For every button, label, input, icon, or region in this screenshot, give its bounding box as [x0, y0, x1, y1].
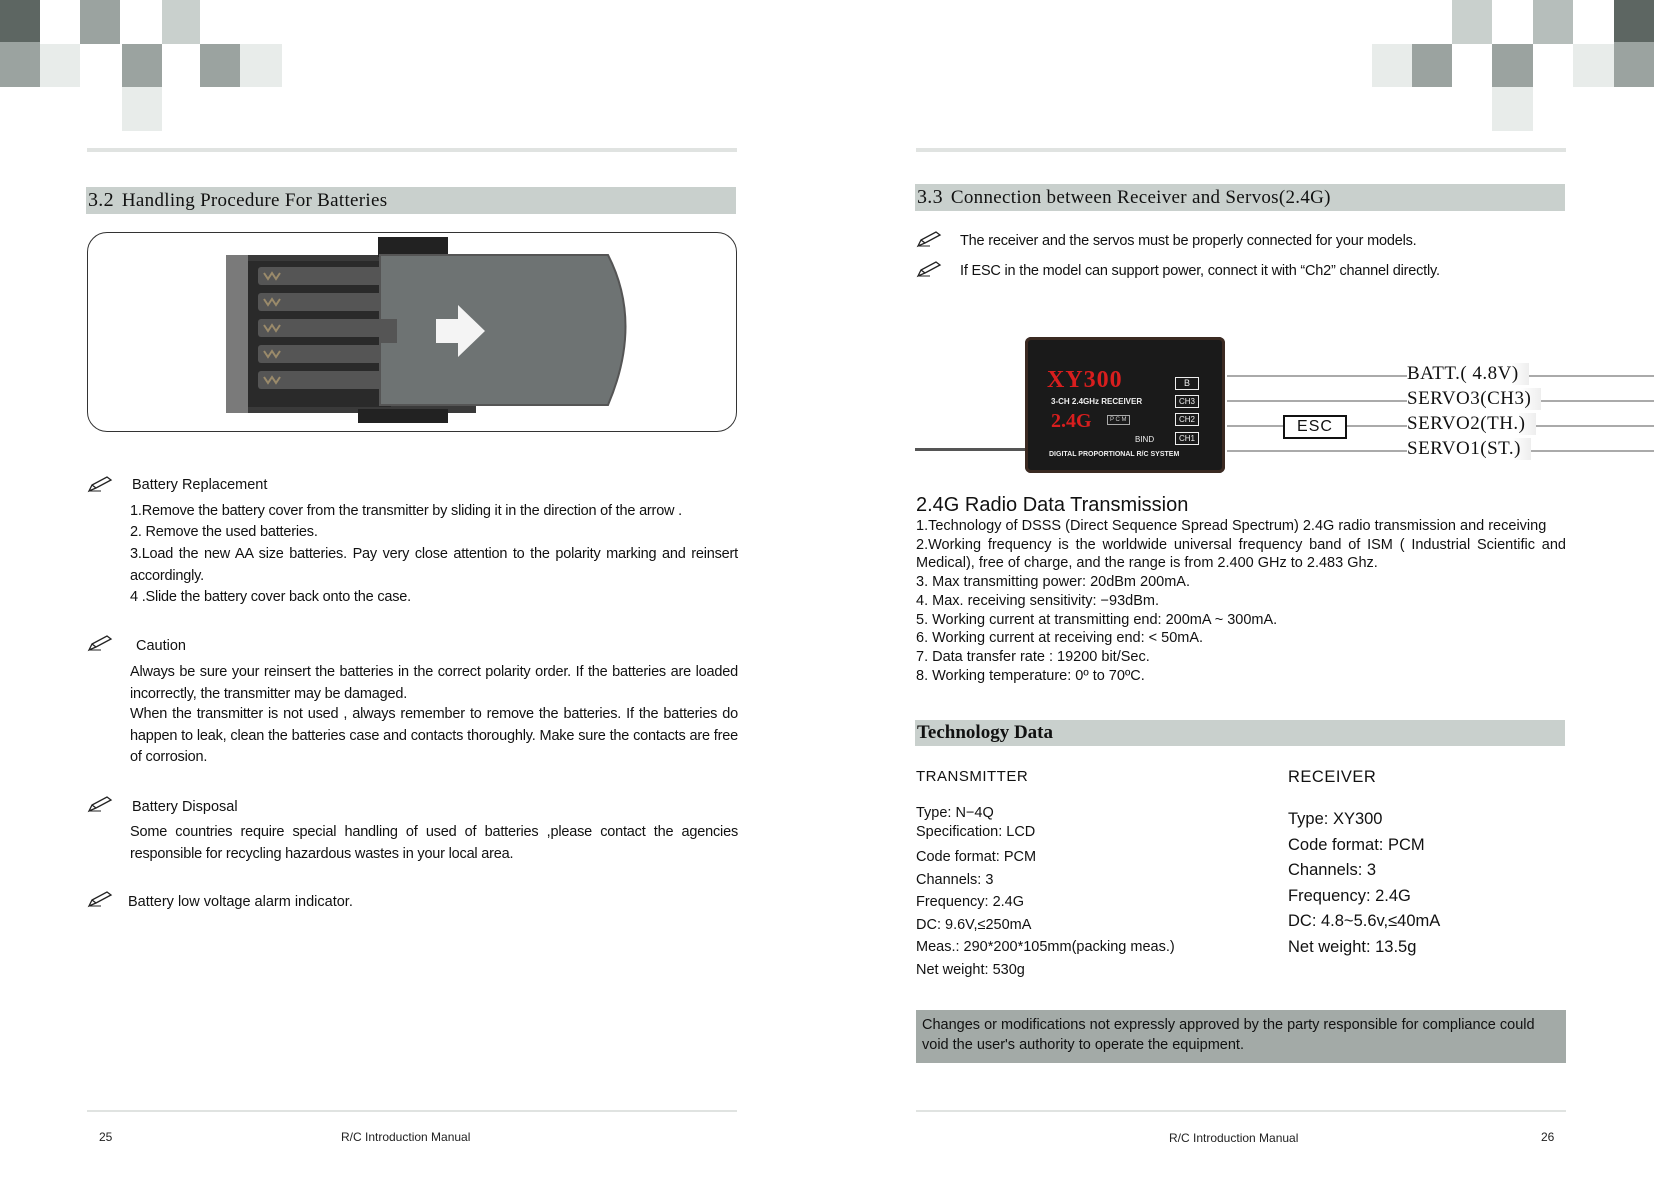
section-number: 3.3 — [917, 186, 943, 208]
receiver-bind: BIND — [1135, 435, 1155, 444]
battery-replacement-step-1: 1.Remove the battery cover from the transmitter by sliding it in the direction of the arrow . — [130, 503, 682, 519]
caution-text-1: Always be sure your reinsert the batteries in the correct polarity order. If the batteries are loaded incorrectly, the transmitter may be damaged. — [130, 664, 738, 702]
pencil-icon — [87, 890, 113, 908]
pencil-icon — [916, 230, 942, 248]
receiver-spec: Code format: PCM — [1288, 835, 1425, 854]
receiver-spec: Frequency: 2.4G — [1288, 886, 1411, 905]
section-title-batteries — [86, 187, 736, 214]
radio-line-3: 3. Max transmitting power: 20dBm 200mA. — [916, 574, 1191, 591]
receiver-bottom-text: DIGITAL PROPORTIONAL R/C SYSTEM — [1049, 451, 1180, 458]
footer-rule-left — [87, 1110, 737, 1112]
transmitter-spec: Frequency: 2.4G — [916, 894, 1024, 910]
label-batt: BATT.( 4.8V) — [1407, 363, 1529, 385]
transmitter-specs — [916, 804, 1175, 981]
battery-replacement-step-4: 4 .Slide the battery cover back onto the case. — [130, 589, 411, 605]
receiver-band: 2.4G — [1051, 410, 1092, 432]
transmitter-spec: Type: N−4Q — [916, 805, 994, 821]
radio-line-6: 6. Working current at receiving end: < 50mA. — [916, 630, 1204, 647]
esc-box: ESC — [1283, 415, 1347, 439]
transmitter-spec: Net weight: 530g — [916, 961, 1025, 978]
transmitter-spec: Code format: PCM — [916, 849, 1037, 865]
manual-title-right: R/C Introduction Manual — [1169, 1131, 1299, 1145]
label-servo2: SERVO2(TH.) — [1407, 413, 1536, 435]
transmitter-spec: DC: 9.6V,≤250mA — [916, 916, 1032, 933]
page-number-left: 25 — [99, 1130, 113, 1144]
tech-title: Technology Data — [915, 720, 1565, 746]
connection-note-1: The receiver and the servos must be properly connected for your models. — [960, 233, 1417, 249]
receiver-subtitle: 3-CH 2.4GHz RECEIVER — [1051, 397, 1143, 406]
connection-note-2: If ESC in the model can support power, connect it with “Ch2” channel directly. — [960, 263, 1440, 279]
port-ch1: CH1 — [1175, 432, 1199, 445]
compliance-notice: Changes or modifications not expressly approved by the party responsible for compliance could void the user's authority to operate the equipment. — [916, 1010, 1566, 1063]
port-b: B — [1175, 377, 1199, 390]
page-number-right: 26 — [1541, 1130, 1555, 1144]
transmitter-spec: Meas.: 290*200*105mm(packing meas.) — [916, 939, 1175, 955]
battery-replacement-step-2: 2. Remove the used batteries. — [130, 524, 318, 540]
battery-compartment-image — [87, 232, 737, 432]
port-ch3: CH3 — [1175, 395, 1199, 408]
transmitter-spec: Specification: LCD — [916, 824, 1036, 840]
receiver-box — [1025, 337, 1225, 473]
battery-disposal-text: Some countries require special handling of used of batteries ,please contact the agencies responsible for recycling hazardous wastes in your local area. — [130, 824, 738, 862]
battery-photo-graphic — [88, 233, 738, 433]
transmitter-spec: Channels: 3 — [916, 871, 994, 888]
radio-line-4: 4. Max. receiving sensitivity: −93dBm. — [916, 592, 1159, 609]
receiver-spec: Type: XY300 — [1288, 810, 1383, 828]
section-title-connection — [915, 184, 1565, 211]
pencil-icon — [87, 634, 113, 652]
port-ch2: CH2 — [1175, 413, 1199, 426]
caution-text-2: When the transmitter is not used , always remember to remove the batteries. If the batteries do happen to leak, clean the batteries case and contacts thoroughly. Make sure the contacts are free of corrosion. — [130, 706, 738, 765]
label-servo1: SERVO1(ST.) — [1407, 438, 1531, 460]
top-rule-right — [916, 148, 1566, 152]
manual-title-left: R/C Introduction Manual — [341, 1130, 471, 1144]
battery-disposal-heading: Battery Disposal — [132, 799, 238, 815]
label-servo3: SERVO3(CH3) — [1407, 388, 1541, 410]
section-title-text: Handling Procedure For Batteries — [121, 190, 388, 211]
battery-replacement-heading: Battery Replacement — [132, 477, 268, 493]
receiver-spec: DC: 4.8~5.6v,≤40mA — [1288, 912, 1441, 930]
section-number: 3.2 — [88, 189, 114, 211]
receiver-spec: Channels: 3 — [1288, 861, 1377, 879]
transmitter-heading: TRANSMITTER — [916, 768, 1029, 785]
top-rule-left — [87, 148, 737, 152]
caution-heading: Caution — [136, 638, 186, 654]
low-voltage-alarm-heading: Battery low voltage alarm indicator. — [128, 894, 353, 910]
radio-list — [916, 517, 1566, 685]
pencil-icon — [916, 260, 942, 278]
radio-line-2: 2.Working frequency is the worldwide universal frequency band of ISM ( Industrial Scientific and Medical), free of charge, and the range is from 2.400 GHz to 2.483 Ghz. — [916, 536, 1566, 572]
radio-line-8: 8. Working temperature: 0º to 70ºC. — [916, 667, 1145, 684]
receiver-heading: RECEIVER — [1288, 768, 1377, 786]
pencil-icon — [87, 475, 113, 493]
radio-line-7: 7. Data transfer rate : 19200 bit/Sec. — [916, 648, 1150, 665]
antenna-wire — [915, 448, 1027, 451]
radio-line-1: 1.Technology of DSSS (Direct Sequence Spread Spectrum) 2.4G radio transmission and receiving — [916, 518, 1547, 534]
receiver-pcm: P C M — [1107, 415, 1130, 425]
section-title-text: Connection between Receiver and Servos(2.4G) — [950, 187, 1331, 208]
radio-title: 2.4G Radio Data Transmission — [916, 494, 1189, 516]
radio-line-5: 5. Working current at transmitting end: 200mA ~ 300mA. — [916, 611, 1278, 628]
receiver-diagram — [915, 335, 1555, 475]
receiver-spec: Net weight: 13.5g — [1288, 937, 1417, 956]
footer-rule-right — [916, 1110, 1566, 1112]
battery-replacement-step-3: 3.Load the new AA size batteries. Pay very close attention to the polarity marking and reinsert accordingly. — [130, 546, 738, 584]
pencil-icon — [87, 795, 113, 813]
receiver-model: XY300 — [1047, 367, 1123, 393]
receiver-specs — [1288, 807, 1440, 960]
